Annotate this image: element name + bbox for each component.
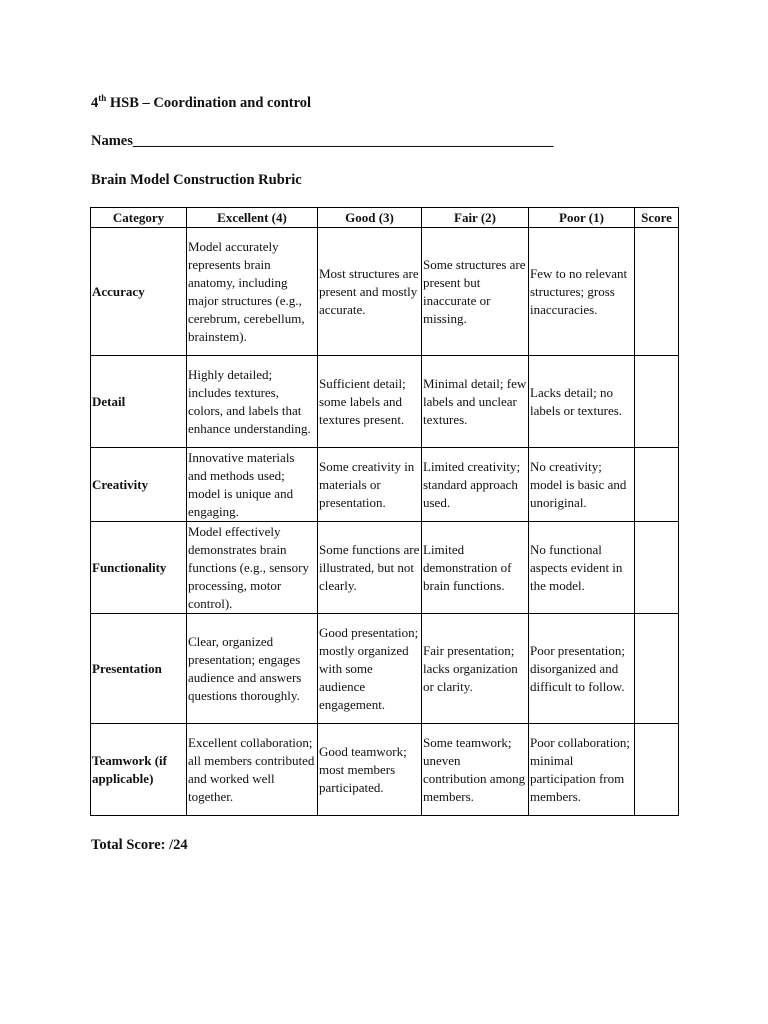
header-excellent: Excellent (4) bbox=[187, 208, 318, 228]
table-row bbox=[91, 614, 679, 724]
heading-text: HSB – Coordination and control bbox=[106, 95, 312, 111]
rubric-title: Brain Model Construction Rubric bbox=[91, 172, 302, 188]
fair-cell: Limited creativity; standard approach used. bbox=[422, 448, 529, 522]
good-cell: Some creativity in materials or presentation. bbox=[318, 448, 422, 522]
score-cell[interactable] bbox=[635, 724, 679, 816]
good-cell: Good presentation; mostly organized with some audience engagement. bbox=[318, 614, 422, 724]
header-score: Score bbox=[635, 208, 679, 228]
poor-cell: Poor presentation; disorganized and difficult to follow. bbox=[529, 614, 635, 724]
category-cell: Functionality bbox=[91, 522, 187, 614]
rubric-table bbox=[90, 207, 679, 816]
poor-cell: Poor collaboration; minimal participation from members. bbox=[529, 724, 635, 816]
header-poor: Poor (1) bbox=[529, 208, 635, 228]
document-heading bbox=[91, 94, 311, 112]
category-cell: Detail bbox=[91, 356, 187, 448]
category-cell: Presentation bbox=[91, 614, 187, 724]
excellent-cell: Innovative materials and methods used; model is unique and engaging. bbox=[187, 448, 318, 522]
header-fair: Fair (2) bbox=[422, 208, 529, 228]
score-cell[interactable] bbox=[635, 522, 679, 614]
header-good: Good (3) bbox=[318, 208, 422, 228]
heading-ordinal-suffix: th bbox=[98, 93, 107, 103]
score-cell[interactable] bbox=[635, 356, 679, 448]
excellent-cell: Clear, organized presentation; engages audience and answers questions thoroughly. bbox=[187, 614, 318, 724]
heading-grade: 4 bbox=[91, 95, 99, 111]
good-cell: Most structures are present and mostly accurate. bbox=[318, 228, 422, 356]
good-cell: Some functions are illustrated, but not clearly. bbox=[318, 522, 422, 614]
poor-cell: Few to no relevant structures; gross inaccuracies. bbox=[529, 228, 635, 356]
table-row bbox=[91, 228, 679, 356]
table-row bbox=[91, 448, 679, 522]
fair-cell: Minimal detail; few labels and unclear textures. bbox=[422, 356, 529, 448]
fair-cell: Limited demonstration of brain functions. bbox=[422, 522, 529, 614]
names-line: Names__________________________________________________________ bbox=[91, 133, 554, 149]
poor-cell: No creativity; model is basic and unoriginal. bbox=[529, 448, 635, 522]
table-row bbox=[91, 522, 679, 614]
score-cell[interactable] bbox=[635, 448, 679, 522]
table-row bbox=[91, 356, 679, 448]
category-cell: Accuracy bbox=[91, 228, 187, 356]
fair-cell: Some teamwork; uneven contribution among members. bbox=[422, 724, 529, 816]
excellent-cell: Highly detailed; includes textures, colors, and labels that enhance understanding. bbox=[187, 356, 318, 448]
poor-cell: Lacks detail; no labels or textures. bbox=[529, 356, 635, 448]
table-header-row bbox=[91, 208, 679, 228]
category-cell: Creativity bbox=[91, 448, 187, 522]
score-cell[interactable] bbox=[635, 614, 679, 724]
score-cell[interactable] bbox=[635, 228, 679, 356]
category-cell: Teamwork (if applicable) bbox=[91, 724, 187, 816]
good-cell: Good teamwork; most members participated. bbox=[318, 724, 422, 816]
poor-cell: No functional aspects evident in the model. bbox=[529, 522, 635, 614]
fair-cell: Some structures are present but inaccurate or missing. bbox=[422, 228, 529, 356]
total-score: Total Score: /24 bbox=[91, 837, 188, 853]
table-row bbox=[91, 724, 679, 816]
excellent-cell: Excellent collaboration; all members contributed and worked well together. bbox=[187, 724, 318, 816]
excellent-cell: Model effectively demonstrates brain functions (e.g., sensory processing, motor control). bbox=[187, 522, 318, 614]
good-cell: Sufficient detail; some labels and textures present. bbox=[318, 356, 422, 448]
excellent-cell: Model accurately represents brain anatomy, including major structures (e.g., cerebrum, cerebellum, brainstem). bbox=[187, 228, 318, 356]
fair-cell: Fair presentation; lacks organization or clarity. bbox=[422, 614, 529, 724]
header-category: Category bbox=[91, 208, 187, 228]
